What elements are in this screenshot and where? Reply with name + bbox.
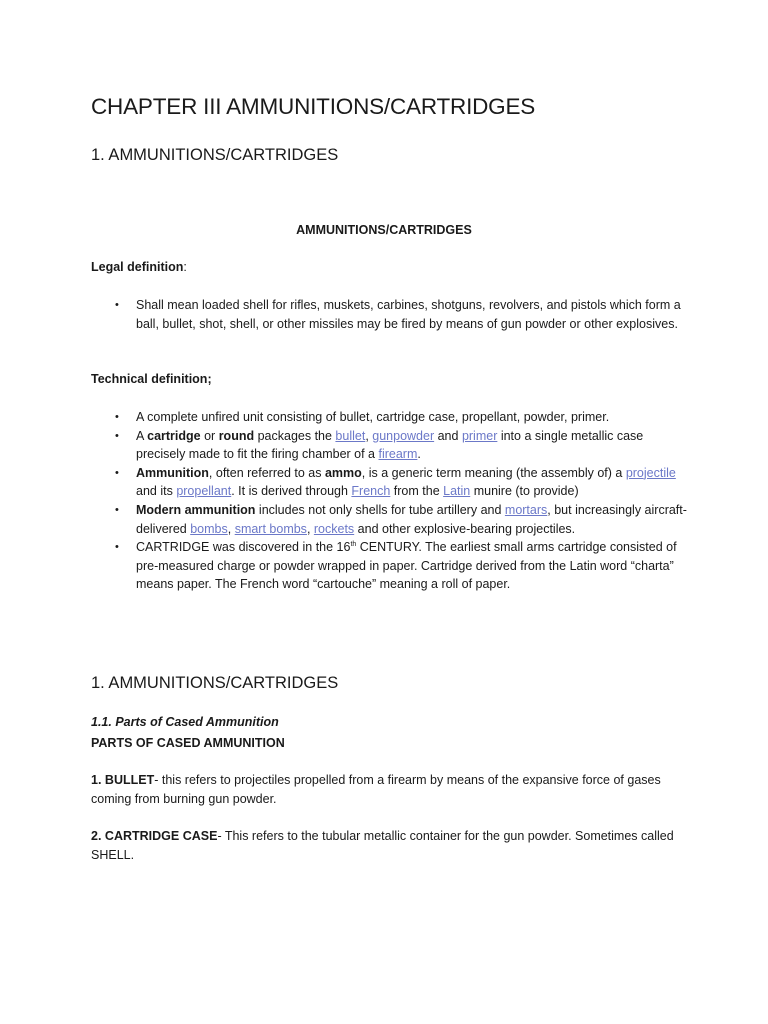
text-run: , but increasingly aircraft-delivered — [136, 502, 687, 536]
subsection-heading: 1.1. Parts of Cased Ammunition — [91, 715, 279, 729]
bold-term: Modern ammunition — [136, 502, 256, 517]
technical-bullet-1: A complete unfired unit consisting of bullet, cartridge case, propellant, powder, primer. — [136, 410, 610, 424]
section-heading: 1. AMMUNITIONS/CARTRIDGES — [91, 674, 339, 692]
text-run: . — [417, 447, 421, 462]
section-heading: 1. AMMUNITIONS/CARTRIDGES — [91, 146, 339, 164]
list-item — [115, 408, 690, 427]
legal-definition-label — [91, 260, 187, 274]
text-run: CARTRIDGE was discovered in the 16 — [136, 540, 351, 555]
link-mortars[interactable]: mortars — [504, 502, 548, 517]
text-run: , often referred to as — [208, 465, 325, 480]
link-french[interactable]: French — [351, 484, 391, 499]
technical-definition-list — [115, 408, 690, 594]
text-run: CENTURY. The earliest small arms cartridge consisted of pre-measured charge or powder wrapped in paper. Cartridge derived from the Latin word “charta” means paper. The French word “cartouche” meaning a roll of paper. — [136, 540, 677, 592]
legal-definition-list — [115, 296, 690, 333]
bullet-icon: • — [115, 466, 119, 479]
text-run: or — [200, 428, 219, 443]
item-name: CARTRIDGE CASE — [104, 829, 218, 843]
text-run: and other explosive-bearing projectiles. — [354, 521, 576, 536]
link-smart-bombs[interactable]: smart bombs — [234, 521, 307, 536]
text-run: , is a generic term meaning (the assembly of) a — [361, 465, 626, 480]
text-run: . It is derived through — [231, 484, 352, 499]
bullet-icon: • — [115, 503, 119, 516]
text-run: , — [306, 521, 314, 536]
item-text: - this refers to projectiles propelled from a firearm by means of the expansive force of gases coming from burning gun powder. — [91, 773, 661, 806]
link-primer[interactable]: primer — [461, 428, 498, 443]
text-run: and — [434, 428, 462, 443]
item-number: 1. — [91, 773, 102, 787]
list-item — [115, 501, 690, 538]
list-item — [115, 296, 690, 333]
bold-term: ammo — [324, 465, 362, 480]
link-projectile[interactable]: projectile — [625, 465, 676, 480]
parts-title: PARTS OF CASED AMMUNITION — [91, 736, 285, 750]
bullet-icon: • — [115, 429, 119, 442]
chapter-title: CHAPTER III AMMUNITIONS/CARTRIDGES — [91, 94, 536, 119]
list-item — [115, 427, 690, 464]
text-run: includes not only shells for tube artillery and — [255, 502, 505, 517]
item-name: BULLET — [104, 773, 155, 787]
text-run: A — [136, 428, 148, 443]
link-bombs[interactable]: bombs — [190, 521, 228, 536]
centered-title: AMMUNITIONS/CARTRIDGES — [296, 223, 472, 237]
text-run: , — [365, 428, 373, 443]
link-latin[interactable]: Latin — [443, 484, 471, 499]
superscript: th — [350, 541, 357, 548]
legal-label-colon: : — [183, 260, 187, 274]
text-run: , — [227, 521, 235, 536]
legal-bullet-text: Shall mean loaded shell for rifles, muskets, carbines, shotguns, revolvers, and pistols which form a ball, bullet, shot, shell, or other missiles may be fired by means of gun powder or other explosives. — [136, 298, 681, 331]
technical-definition-label: Technical definition; — [91, 372, 212, 386]
text-run: into a single metallic case precisely made to fit the firing chamber of a — [136, 428, 644, 462]
link-bullet[interactable]: bullet — [335, 428, 366, 443]
legal-label-text: Legal definition — [91, 260, 184, 274]
text-run: and its — [136, 484, 177, 499]
link-gunpowder[interactable]: gunpowder — [372, 428, 435, 443]
bold-term: round — [218, 428, 255, 443]
text-run: munire (to provide) — [470, 484, 579, 499]
item-number: 2. — [91, 829, 102, 843]
parts-item-bullet — [91, 771, 681, 808]
link-propellant[interactable]: propellant — [176, 484, 232, 499]
list-item — [115, 538, 690, 594]
bullet-icon: • — [115, 541, 119, 554]
item-text: - This refers to the tubular metallic container for the gun powder. Sometimes called SHELL. — [91, 829, 674, 862]
parts-item-cartridge-case — [91, 827, 681, 864]
bullet-icon: • — [115, 299, 119, 311]
list-item — [115, 464, 690, 501]
bullet-icon: • — [115, 411, 119, 423]
text-run: from the — [390, 484, 444, 499]
link-rockets[interactable]: rockets — [313, 521, 355, 536]
text-run: packages the — [254, 428, 336, 443]
bold-term: Ammunition — [136, 465, 209, 480]
bold-term: cartridge — [147, 428, 201, 443]
link-firearm[interactable]: firearm — [378, 447, 418, 462]
